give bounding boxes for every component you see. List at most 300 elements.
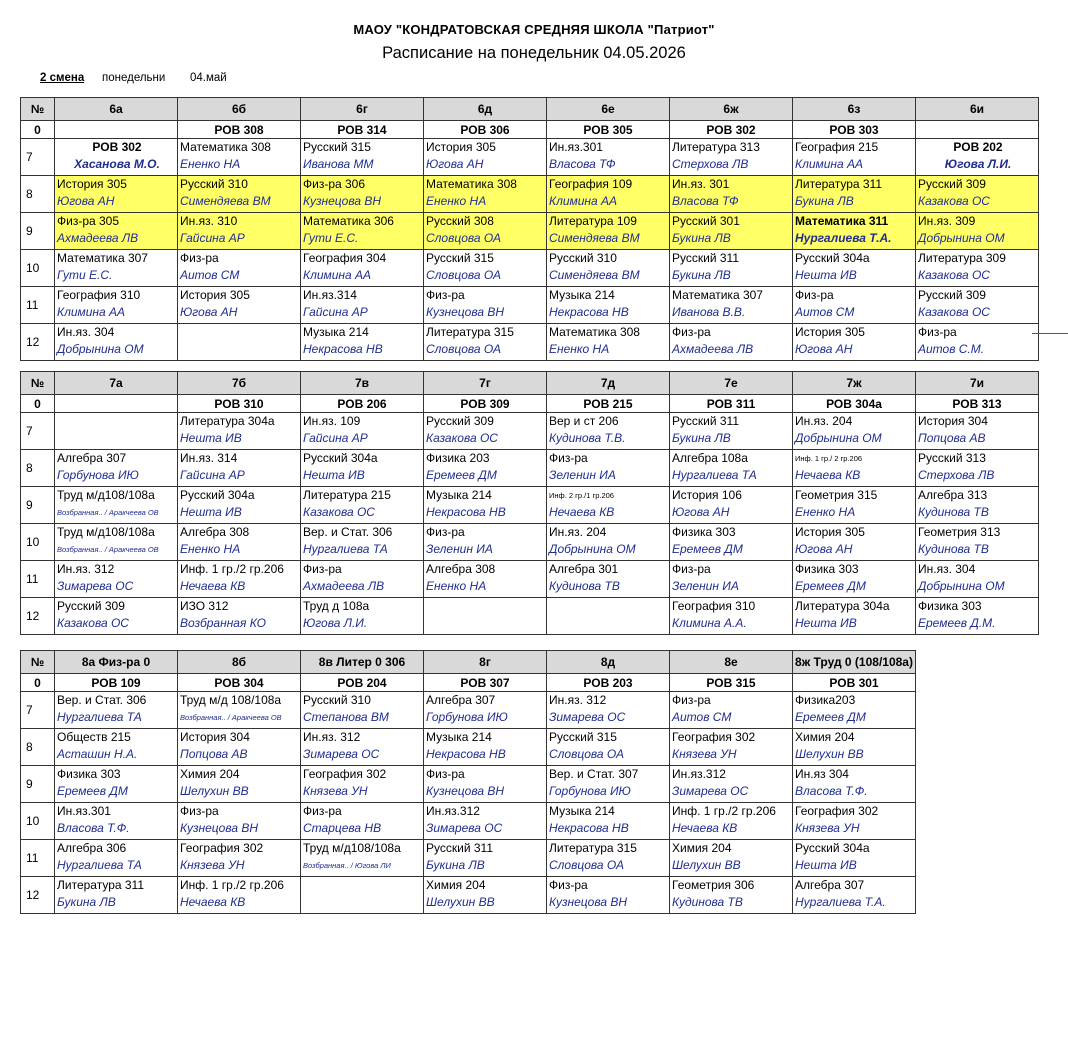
teacher-name: Власова Т.Ф. [57, 821, 130, 835]
teacher-name: Нешта ИВ [795, 616, 857, 630]
teacher-name: Еремеев ДМ [57, 784, 128, 798]
teacher-name: Ененко НА [426, 579, 487, 593]
teacher-name: Югова АН [426, 157, 484, 171]
teacher-name: Нечаева КВ [549, 505, 615, 519]
subject-room: Литература 311 [57, 878, 145, 892]
teacher-name: Гайсина АР [180, 468, 245, 482]
subject-room: Физ-ра [672, 562, 711, 576]
shift-label: 2 смена [40, 72, 85, 84]
lesson-cell [547, 877, 670, 914]
subject-room: Инф. 1 гр./ 2 гр.206 [795, 454, 863, 463]
homeroom-cell: РОВ 302 [670, 121, 793, 139]
lesson-cell [178, 766, 301, 803]
teacher-name: Асташин Н.А. [57, 747, 138, 761]
lesson-cell [178, 176, 301, 213]
subject-room: География 215 [795, 140, 879, 154]
subject-room: Литература 313 [672, 140, 760, 154]
lesson-cell [547, 803, 670, 840]
teacher-name: Попцова АВ [918, 431, 986, 445]
lesson-cell [424, 561, 547, 598]
teacher-name: Горбунова ИЮ [426, 710, 508, 724]
room-row-number: 0 [21, 395, 55, 413]
lesson-cell [301, 287, 424, 324]
subject-room: География 109 [549, 177, 633, 191]
teacher-name: Кудинова ТВ [918, 542, 989, 556]
lesson-cell [55, 213, 178, 250]
subject-room: География 302 [672, 730, 756, 744]
class-header: 7е [670, 372, 793, 395]
subject-room: Алгебра 307 [795, 878, 865, 892]
homeroom-cell: РОВ 307 [424, 674, 547, 692]
teacher-name: Власова ТФ [549, 157, 616, 171]
lesson-cell [301, 561, 424, 598]
subject-room: Физика 303 [918, 599, 982, 613]
subject-room: Русский 310 [549, 251, 617, 265]
lesson-row [21, 176, 1039, 213]
teacher-name: Еремеев ДМ [795, 579, 866, 593]
empty-cell [916, 840, 1039, 877]
homeroom-cell: РОВ 303 [793, 121, 916, 139]
lesson-cell [793, 176, 916, 213]
class-header-row [21, 98, 1039, 121]
lesson-cell [670, 729, 793, 766]
teacher-name: Кузнецова ВН [180, 821, 259, 835]
room-row [21, 395, 1039, 413]
teacher-name: Климина АА [57, 305, 126, 319]
teacher-name: Казакова ОС [303, 505, 375, 519]
lesson-row [21, 598, 1039, 635]
teacher-name: Кузнецова ВН [549, 895, 628, 909]
lesson-cell [424, 287, 547, 324]
teacher-name: Добрынина ОМ [918, 231, 1005, 245]
lesson-cell [424, 450, 547, 487]
subject-room: История 304 [918, 414, 988, 428]
subject-room: Физ-ра [672, 693, 711, 707]
room-row [21, 121, 1039, 139]
homeroom-cell: РОВ 215 [547, 395, 670, 413]
lesson-cell [55, 598, 178, 635]
subject-room: Русский 315 [549, 730, 617, 744]
lesson-cell [424, 487, 547, 524]
subject-room: География 304 [303, 251, 387, 265]
number-header: № [21, 98, 55, 121]
teacher-name: Шелухин ВВ [426, 895, 495, 909]
teacher-name: Югова АН [795, 542, 853, 556]
lesson-cell [55, 561, 178, 598]
lesson-cell [916, 176, 1039, 213]
subject-room: Алгебра 308 [180, 525, 250, 539]
subject-room: Алгебра 313 [918, 488, 988, 502]
teacher-name: Ененко НА [549, 342, 610, 356]
lesson-cell [178, 729, 301, 766]
teacher-name: Зеленин ИА [426, 542, 493, 556]
lesson-row [21, 324, 1039, 361]
lesson-cell [793, 840, 916, 877]
subject-room: Литература 304а [795, 599, 890, 613]
homeroom-cell: РОВ 203 [547, 674, 670, 692]
lesson-cell [301, 692, 424, 729]
lesson-number: 8 [21, 729, 55, 766]
subject-room: История 305 [795, 325, 865, 339]
subject-room: Геометрия 315 [795, 488, 878, 502]
class-header: 8ж Труд 0 (108/108а) [793, 651, 916, 674]
teacher-name: Некрасова НВ [549, 821, 629, 835]
teacher-name: Зимарева ОС [303, 747, 380, 761]
teacher-name: Некрасова НВ [426, 505, 506, 519]
teacher-name: Нешта ИВ [795, 858, 857, 872]
class-header: 6д [424, 98, 547, 121]
lesson-cell [793, 524, 916, 561]
teacher-name: Князева УН [180, 858, 245, 872]
subject-room: Физика 303 [57, 767, 121, 781]
subject-room: География 310 [672, 599, 756, 613]
lesson-cell [916, 487, 1039, 524]
number-header: № [21, 372, 55, 395]
teacher-name: Кузнецова ВН [426, 784, 505, 798]
teacher-name: Шелухин ВВ [672, 858, 741, 872]
lesson-cell [793, 287, 916, 324]
subject-room: Алгебра 307 [426, 693, 496, 707]
lesson-cell [55, 729, 178, 766]
lesson-cell [424, 524, 547, 561]
teacher-name: Возбранная.. / Аракчеева ОВ [57, 508, 159, 517]
empty-cell [916, 674, 1039, 692]
teacher-name: Казакова ОС [426, 431, 498, 445]
subject-room: Ин.яз. 312 [549, 693, 607, 707]
lesson-number: 10 [21, 524, 55, 561]
teacher-name: Возбранная КО [180, 616, 266, 630]
teacher-name: Нешта ИВ [180, 431, 242, 445]
subject-room: ИЗО 312 [180, 599, 229, 613]
teacher-name: Аитов СМ [180, 268, 240, 282]
lesson-row [21, 877, 1039, 914]
lesson-cell [178, 561, 301, 598]
lesson-cell [424, 176, 547, 213]
subject-room: Инф. 1 гр./2 гр.206 [672, 804, 776, 818]
lesson-cell [793, 413, 916, 450]
number-header: № [21, 651, 55, 674]
subject-room: География 302 [180, 841, 264, 855]
subject-room: Физ-ра 305 [57, 214, 120, 228]
lesson-cell [301, 487, 424, 524]
teacher-name: Зимарева ОС [57, 579, 134, 593]
lesson-cell [55, 766, 178, 803]
subject-room: Русский 310 [303, 693, 371, 707]
lesson-cell [178, 287, 301, 324]
lesson-row [21, 561, 1039, 598]
lesson-cell [424, 766, 547, 803]
class-header: 6а [55, 98, 178, 121]
subject-room: Физика 303 [672, 525, 736, 539]
teacher-name: Князева УН [303, 784, 368, 798]
lesson-cell [793, 877, 916, 914]
subject-room: Русский 308 [426, 214, 494, 228]
schedule-table-grade-7 [20, 371, 1039, 635]
teacher-name: Словцова ОА [426, 342, 501, 356]
lesson-number: 10 [21, 803, 55, 840]
subject-room: Русский 313 [918, 451, 986, 465]
subject-room: Физ-ра [180, 804, 219, 818]
teacher-name: Югова АН [57, 194, 115, 208]
lesson-cell [178, 803, 301, 840]
subject-room: Ин.яз. 204 [795, 414, 853, 428]
teacher-name: Ененко НА [180, 542, 241, 556]
lesson-cell [916, 450, 1039, 487]
lesson-row [21, 766, 1039, 803]
lesson-number: 12 [21, 324, 55, 361]
lesson-cell [916, 287, 1039, 324]
homeroom-cell: РОВ 301 [793, 674, 916, 692]
teacher-name: Югова АН [795, 342, 853, 356]
teacher-name: Иванова В.В. [672, 305, 746, 319]
homeroom-cell: РОВ 204 [301, 674, 424, 692]
class-header: 6г [301, 98, 424, 121]
teacher-name: Добрынина ОМ [549, 542, 636, 556]
homeroom-cell: РОВ 313 [916, 395, 1039, 413]
subject-room: Геометрия 313 [918, 525, 1001, 539]
lesson-cell [670, 803, 793, 840]
lesson-cell [670, 324, 793, 361]
subject-room: Русский 304а [303, 451, 378, 465]
subject-room: Математика 307 [57, 251, 148, 265]
teacher-name: Возбранная.. / Югова ЛИ [303, 861, 391, 870]
lesson-cell [793, 487, 916, 524]
lesson-number: 11 [21, 840, 55, 877]
teacher-name: Зимарева ОС [672, 784, 749, 798]
homeroom-cell [916, 121, 1039, 139]
teacher-name: Добрынина ОМ [57, 342, 144, 356]
subject-room: Ин.яз 304 [795, 767, 849, 781]
class-header: 7д [547, 372, 670, 395]
empty-cell [916, 729, 1039, 766]
lesson-cell [670, 487, 793, 524]
subject-room: Ин.яз.314 [303, 288, 357, 302]
lesson-number: 12 [21, 598, 55, 635]
teacher-name: Кудинова ТВ [549, 579, 620, 593]
lesson-row [21, 287, 1039, 324]
teacher-name: Нургалиева ТА [672, 468, 757, 482]
lesson-row [21, 413, 1039, 450]
class-header-row [21, 372, 1039, 395]
subject-room: Физика 203 [426, 451, 490, 465]
subject-room: Вер. и Стат. 306 [303, 525, 393, 539]
subject-room: География 310 [57, 288, 141, 302]
teacher-name: Князева УН [795, 821, 860, 835]
room-row-number: 0 [21, 674, 55, 692]
class-header: 7в [301, 372, 424, 395]
lesson-cell [547, 598, 670, 635]
lesson-cell [55, 840, 178, 877]
lesson-cell [670, 598, 793, 635]
lesson-cell [55, 803, 178, 840]
subject-room: Алгебра 108а [672, 451, 748, 465]
homeroom-cell: РОВ 304 [178, 674, 301, 692]
subject-room: География 302 [795, 804, 879, 818]
lesson-cell [793, 803, 916, 840]
teacher-name: Гайсина АР [303, 431, 368, 445]
teacher-name: Гайсина АР [303, 305, 368, 319]
subject-room: Русский 315 [426, 251, 494, 265]
teacher-name: Ененко НА [795, 505, 856, 519]
subject-room: Математика 308 [426, 177, 517, 191]
lesson-cell [670, 450, 793, 487]
subject-room: Русский 304а [795, 841, 870, 855]
subject-room: Вер. и Стат. 306 [57, 693, 147, 707]
subject-room: Русский 311 [672, 251, 739, 265]
class-header: 8в Литер 0 306 [301, 651, 424, 674]
teacher-name: Шелухин ВВ [795, 747, 864, 761]
lesson-cell [547, 524, 670, 561]
subject-room: Геометрия 306 [672, 878, 755, 892]
class-header: 7г [424, 372, 547, 395]
teacher-name: Кузнецова ВН [426, 305, 505, 319]
teacher-name: Нечаева КВ [672, 821, 738, 835]
lesson-number: 12 [21, 877, 55, 914]
teacher-name: Аитов С.М. [918, 342, 985, 356]
subject-room: Ин.яз. 312 [303, 730, 361, 744]
lesson-cell [178, 413, 301, 450]
lesson-cell [670, 877, 793, 914]
subject-room: Ин.яз.301 [549, 140, 603, 154]
lesson-cell [670, 250, 793, 287]
subject-room: Физ-ра [918, 325, 957, 339]
lesson-cell [670, 287, 793, 324]
homeroom-cell: РОВ 206 [301, 395, 424, 413]
lesson-cell [670, 840, 793, 877]
lesson-cell [670, 413, 793, 450]
class-header: 8д [547, 651, 670, 674]
lesson-row [21, 450, 1039, 487]
lesson-row [21, 840, 1039, 877]
subject-room: Литература 311 [795, 177, 883, 191]
lesson-cell [916, 250, 1039, 287]
teacher-name: Некрасова НВ [426, 747, 506, 761]
teacher-name: Казакова ОС [918, 305, 990, 319]
subject-room: Труд м/д108/108а [57, 488, 155, 502]
lesson-row [21, 524, 1039, 561]
lesson-cell [55, 287, 178, 324]
teacher-name: Зимарева ОС [549, 710, 626, 724]
room-row [21, 674, 1039, 692]
empty-cell [916, 766, 1039, 803]
class-header: 6ж [670, 98, 793, 121]
class-header: 7б [178, 372, 301, 395]
subject-room: Труд м/д 108/108а [180, 693, 282, 707]
subject-room: История 106 [672, 488, 742, 502]
lesson-row [21, 692, 1039, 729]
teacher-name: Старцева НВ [303, 821, 382, 835]
teacher-name: Гайсина АР [180, 231, 245, 245]
subject-room: Математика 306 [303, 214, 394, 228]
lesson-cell [547, 413, 670, 450]
homeroom-cell: РОВ 305 [547, 121, 670, 139]
homeroom-cell: РОВ 304а [793, 395, 916, 413]
subject-room: Русский 309 [57, 599, 125, 613]
teacher-name: Букина ЛВ [672, 431, 731, 445]
lesson-cell [301, 450, 424, 487]
lesson-cell [916, 561, 1039, 598]
lesson-cell [55, 250, 178, 287]
lesson-cell [301, 766, 424, 803]
subject-room: Ин.яз.312 [672, 767, 726, 781]
teacher-name: Кудинова ТВ [672, 895, 743, 909]
class-header: 6б [178, 98, 301, 121]
subject-room: Музыка 214 [303, 325, 369, 339]
subject-room: Физ-ра [426, 288, 465, 302]
lesson-cell [793, 324, 916, 361]
teacher-name: Югова Л.И. [303, 616, 368, 630]
lesson-cell [424, 692, 547, 729]
teacher-name: Хасанова М.О. [74, 157, 160, 171]
teacher-name: Климина А.А. [672, 616, 747, 630]
lesson-number: 9 [21, 487, 55, 524]
lesson-cell [547, 213, 670, 250]
homeroom-cell: РОВ 109 [55, 674, 178, 692]
lesson-cell [793, 729, 916, 766]
lesson-row [21, 729, 1039, 766]
lesson-cell [178, 524, 301, 561]
lesson-number: 7 [21, 139, 55, 176]
teacher-name: Добрынина ОМ [918, 579, 1005, 593]
lesson-cell [670, 139, 793, 176]
homeroom-cell [55, 121, 178, 139]
subject-room: Математика 308 [549, 325, 640, 339]
lesson-cell [424, 598, 547, 635]
lesson-cell [55, 139, 178, 176]
subject-room: История 305 [57, 177, 127, 191]
subject-room: Физ-ра [303, 804, 342, 818]
subject-room: Физика203 [795, 693, 856, 707]
subject-room: Алгебра 308 [426, 562, 496, 576]
teacher-name: Гути Е.С. [303, 231, 359, 245]
subject-room: Музыка 214 [549, 288, 615, 302]
subject-room: Ин.яз. 309 [918, 214, 976, 228]
lesson-number: 11 [21, 287, 55, 324]
teacher-name: Нешта ИВ [180, 505, 242, 519]
lesson-cell [547, 561, 670, 598]
lesson-cell [301, 250, 424, 287]
subject-room: Инф. 2 гр./1 гр.206 [549, 491, 614, 500]
lesson-number: 9 [21, 213, 55, 250]
teacher-name: Степанова ВМ [303, 710, 389, 724]
teacher-name: Климина АА [795, 157, 864, 171]
homeroom-cell: РОВ 310 [178, 395, 301, 413]
teacher-name: Югова АН [672, 505, 730, 519]
lesson-cell [301, 324, 424, 361]
lesson-cell [424, 840, 547, 877]
homeroom-cell: РОВ 311 [670, 395, 793, 413]
teacher-name: Возбранная.. / Аракчеева ОВ [180, 713, 282, 722]
teacher-name: Ененко НА [180, 157, 241, 171]
subject-room: Труд м/д108/108а [303, 841, 401, 855]
class-header: 6е [547, 98, 670, 121]
teacher-name: Еремеев ДМ [426, 468, 497, 482]
teacher-name: Еремеев Д.М. [918, 616, 996, 630]
lesson-cell [178, 598, 301, 635]
lesson-cell [424, 877, 547, 914]
teacher-name: Некрасова НВ [303, 342, 383, 356]
teacher-name: Букина ЛВ [672, 268, 731, 282]
teacher-name: Климина АА [549, 194, 618, 208]
teacher-name: Букина ЛВ [426, 858, 485, 872]
teacher-name: Власова Т.Ф. [795, 784, 868, 798]
lesson-cell [424, 803, 547, 840]
subject-room: Алгебра 307 [57, 451, 127, 465]
subject-room: История 305 [426, 140, 496, 154]
lesson-cell [793, 766, 916, 803]
lesson-cell [547, 176, 670, 213]
subject-room: Русский 304а [180, 488, 255, 502]
